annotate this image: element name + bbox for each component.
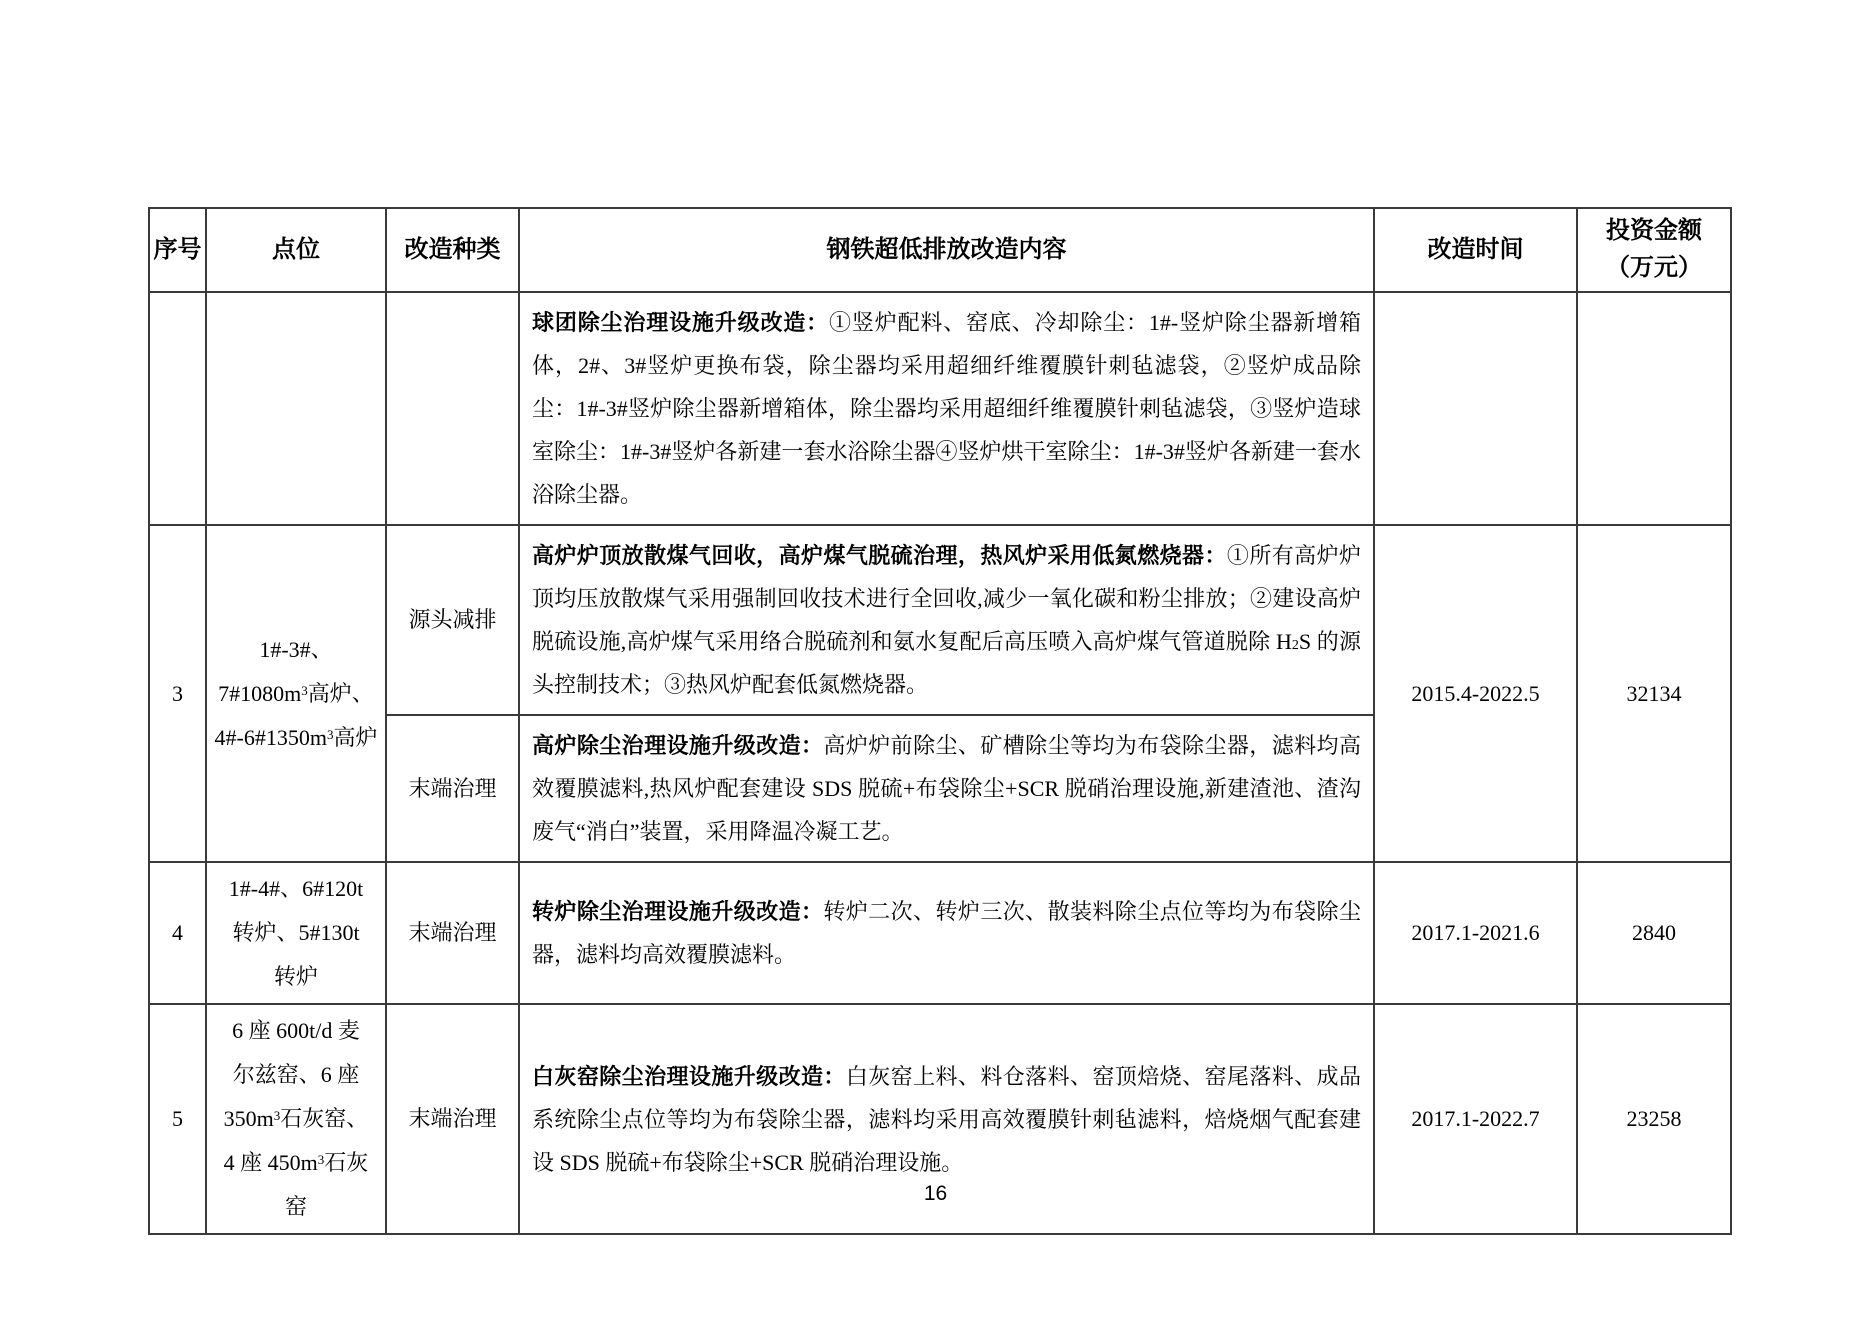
- table-row: [149, 525, 1731, 715]
- cell-no: 4: [149, 862, 206, 1004]
- cell-retrofit-type: 末端治理: [386, 1004, 519, 1234]
- cell-content: 高炉炉顶放散煤气回收，高炉煤气脱硫治理，热风炉采用低氮燃烧器：①所有高炉炉顶均压放散煤气采用强制回收技术进行全回收,减少一氧化碳和粉尘排放；②建设高炉脱硫设施,高炉煤气采用络合脱硫剂和氨水复配后高压喷入高炉煤气管道脱除 $H_2S$ 的源头控制技术；③热风炉配套低氮燃烧器。: [519, 525, 1374, 715]
- header-cell-time: 改造时间: [1374, 208, 1577, 292]
- table-row: [149, 292, 1731, 525]
- cell-retrofit-type: 末端治理: [386, 862, 519, 1004]
- cell-location: 6 座 600t/d 麦 尔兹窑、6 座 $350m^3$石灰窑、 4 座 $450m^3$石灰 窑: [206, 1004, 386, 1234]
- cell-no: 3: [149, 525, 206, 862]
- cell-content: 高炉除尘治理设施升级改造：高炉炉前除尘、矿槽除尘等均为布袋除尘器，滤料均高效覆膜滤料,热风炉配套建设 SDS 脱硫+布袋除尘+SCR 脱硝治理设施,新建渣池、渣沟废气“消白”装置，采用降温冷凝工艺。: [519, 715, 1374, 862]
- table-header-row: [149, 208, 1731, 292]
- cell-investment: 2840: [1577, 862, 1731, 1004]
- cell-investment: [1577, 292, 1731, 525]
- header-investment-line2: （万元）: [1606, 255, 1702, 282]
- cell-time: 2017.1-2021.6: [1374, 862, 1577, 1004]
- cell-location: 1#-3#、 $7\#1080m^3$高炉、 $4\#-6\#1350m^3$高炉: [206, 525, 386, 862]
- cell-time: 2017.1-2022.7: [1374, 1004, 1577, 1234]
- header-cell-content: 钢铁超低排放改造内容: [519, 208, 1374, 292]
- cell-content: 球团除尘治理设施升级改造：①竖炉配料、窑底、冷却除尘：1#-竖炉除尘器新增箱体，2#、3#竖炉更换布袋，除尘器均采用超细纤维覆膜针刺毡滤袋，②竖炉成品除尘：1#-3#竖炉除尘器新增箱体，除尘器均采用超细纤维覆膜针刺毡滤袋，③竖炉造球室除尘：1#-3#竖炉各新建一套水浴除尘器④竖炉烘干室除尘：1#-3#竖炉各新建一套水浴除尘器。: [519, 292, 1374, 525]
- retrofit-table: [148, 207, 1732, 1235]
- cell-retrofit-type: 末端治理: [386, 715, 519, 862]
- header-cell-investment: [1577, 208, 1731, 292]
- header-investment-line1: 投资金额: [1606, 218, 1702, 244]
- cell-retrofit-type: [386, 292, 519, 525]
- cell-content: 转炉除尘治理设施升级改造：转炉二次、转炉三次、散装料除尘点位等均为布袋除尘器，滤料均高效覆膜滤料。: [519, 862, 1374, 1004]
- header-cell-location: 点位: [206, 208, 386, 292]
- cell-time: [1374, 292, 1577, 525]
- table-row: [149, 862, 1731, 1004]
- cell-investment: 32134: [1577, 525, 1731, 862]
- cell-no: 5: [149, 1004, 206, 1234]
- cell-time: 2015.4-2022.5: [1374, 525, 1577, 862]
- cell-no: [149, 292, 206, 525]
- header-cell-no: 序号: [149, 208, 206, 292]
- cell-content: 白灰窑除尘治理设施升级改造：白灰窑上料、料仓落料、窑顶焙烧、窑尾落料、成品系统除尘点位等均为布袋除尘器，滤料均采用高效覆膜针刺毡滤料，焙烧烟气配套建设 SDS 脱硫+布袋除尘+SCR 脱硝治理设施。: [519, 1004, 1374, 1234]
- cell-location: [206, 292, 386, 525]
- header-cell-retrofit-type: 改造种类: [386, 208, 519, 292]
- cell-retrofit-type: 源头减排: [386, 525, 519, 715]
- page-number: 16: [923, 1182, 948, 1205]
- cell-location: 1#-4#、6#120t 转炉、5#130t 转炉: [206, 862, 386, 1004]
- cell-investment: 23258: [1577, 1004, 1731, 1234]
